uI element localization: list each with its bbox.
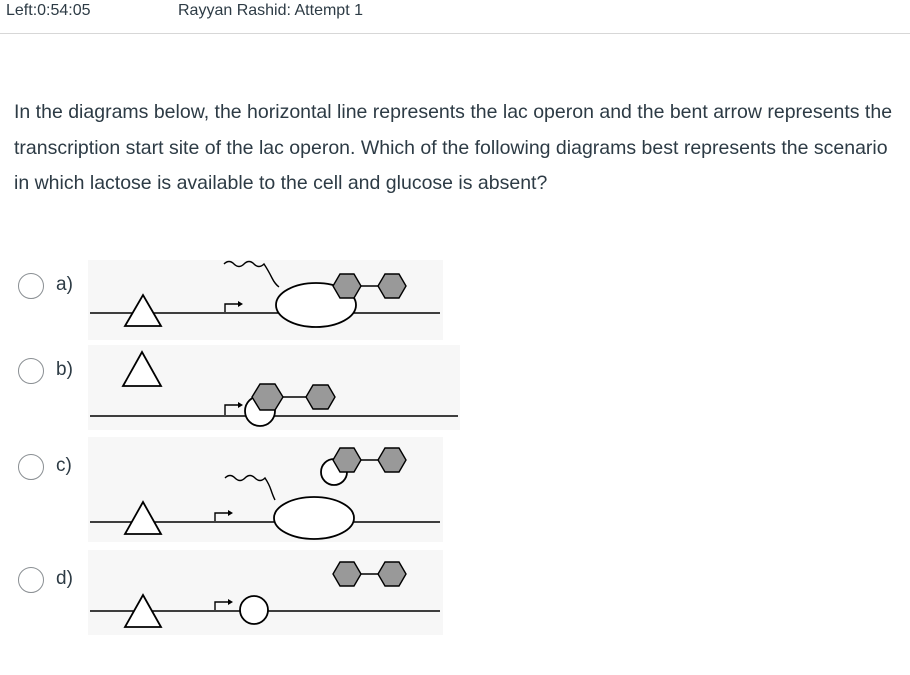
radio-option-d[interactable] — [18, 567, 44, 593]
diagram-option-d[interactable] — [88, 550, 443, 635]
time-remaining: Left:0:54:05 — [6, 2, 91, 19]
cap-camp-hexagon-2 — [306, 385, 335, 409]
option-label-b: b) — [56, 359, 73, 380]
attempt-label: Rayyan Rashid: Attempt 1 — [178, 2, 363, 19]
diagram-option-a[interactable] — [88, 260, 443, 340]
cap-camp-hexagon-1 — [333, 448, 361, 472]
camp-hexagon-2 — [378, 562, 406, 586]
cap-camp-hexagon-2 — [378, 448, 406, 472]
option-label-d: d) — [56, 568, 73, 589]
camp-hexagon-1 — [333, 562, 361, 586]
option-label-c: c) — [56, 455, 72, 476]
radio-option-b[interactable] — [18, 358, 44, 384]
cap-camp-hexagon-2 — [378, 274, 406, 298]
quiz-header — [0, 0, 910, 34]
question-text: In the diagrams below, the horizontal line represents the lac operon and the bent arrow represents the transcription start site of the lac operon. Which of the following diagrams best represents the scenario in which lactose is available to the cell and glucose is absent? — [14, 101, 893, 194]
radio-option-a[interactable] — [18, 273, 44, 299]
cap-camp-hexagon-1 — [333, 274, 361, 298]
rna-polymerase — [274, 497, 354, 539]
diagram-option-c[interactable] — [88, 437, 443, 542]
diagram-option-b[interactable] — [88, 345, 460, 430]
radio-option-c[interactable] — [18, 454, 44, 480]
cap-protein — [240, 596, 268, 624]
option-label-a: a) — [56, 274, 73, 295]
